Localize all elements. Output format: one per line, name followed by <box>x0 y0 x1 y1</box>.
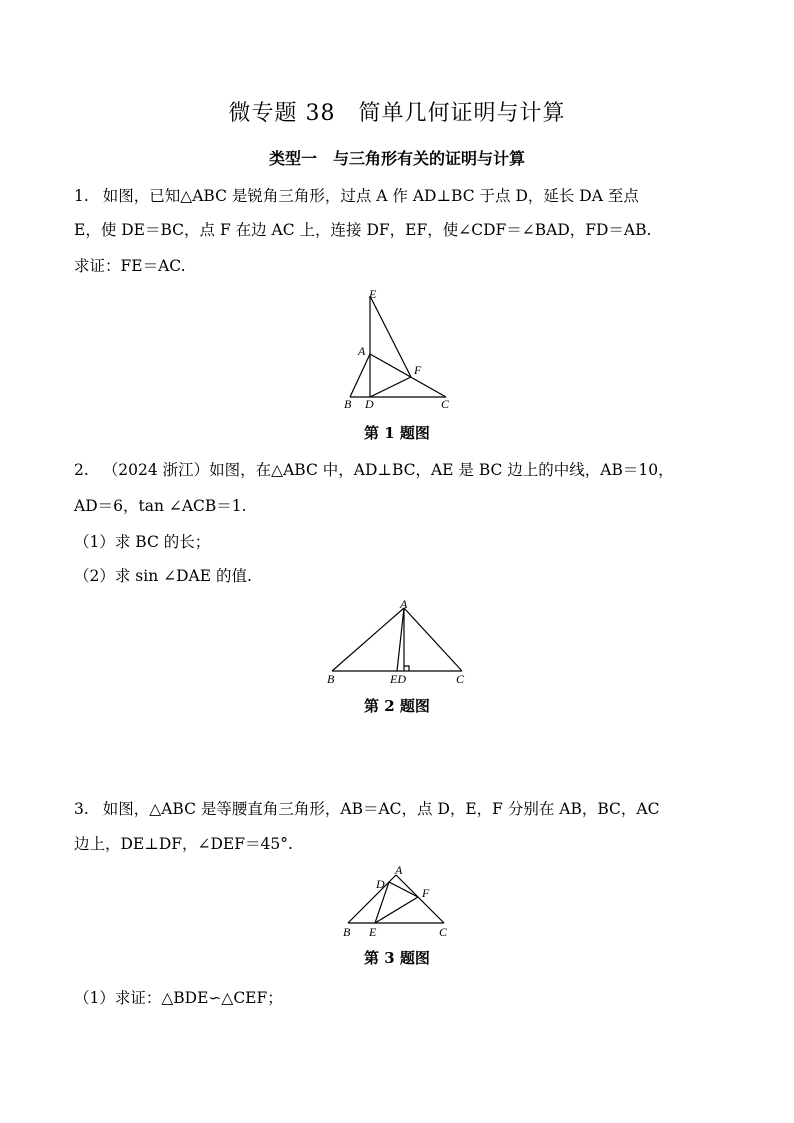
problem-2-text-1: （2024 浙江）如图，在△ABC 中，AD⊥BC，AE 是 BC 边上的中线，AB＝10， <box>102 461 674 479</box>
line-AC <box>370 354 446 397</box>
label-C: C <box>441 397 450 411</box>
label-ED: ED <box>390 672 406 686</box>
label-F: F <box>422 886 430 900</box>
line-EF <box>370 296 411 377</box>
label-E: E <box>369 287 377 301</box>
problem-3-number: 3. <box>74 800 89 818</box>
problem-3-sub-1: （1）求证：△BDE∽△CEF； <box>74 989 283 1007</box>
right-angle-mark <box>404 666 409 671</box>
line-AC <box>404 608 462 671</box>
label-A: A <box>358 344 366 358</box>
problem-2-line-2: AD＝6，tan ∠ACB＝1. <box>74 497 247 515</box>
label-F: F <box>414 363 422 377</box>
line-DF <box>389 882 418 897</box>
label-C: C <box>439 925 448 939</box>
problem-1-number: 1. <box>74 187 89 205</box>
problem-3-line-2: 边上，DE⊥DF，∠DEF＝45°. <box>74 835 293 853</box>
label-B: B <box>344 397 352 411</box>
line-AB <box>332 608 404 671</box>
problem-1-line-1 <box>74 184 639 206</box>
label-D: D <box>376 877 385 891</box>
problem-3-figure <box>338 862 458 942</box>
problem-2-sub-1: （1）求 BC 的长； <box>74 533 211 551</box>
label-D: D <box>365 397 374 411</box>
problem-2-line-1 <box>74 458 674 480</box>
line-DF <box>370 377 411 397</box>
label-A: A <box>400 598 408 611</box>
problem-2-number: 2. <box>74 461 89 479</box>
line-EF <box>375 897 418 923</box>
problem-1-line-3: 求证：FE＝AC. <box>74 257 186 275</box>
label-C: C <box>456 672 465 686</box>
problem-3-text-1: 如图，△ABC 是等腰直角三角形，AB＝AC，点 D，E，F 分别在 AB，BC，AC <box>102 800 660 818</box>
line-BA <box>350 354 370 397</box>
label-A: A <box>395 863 403 877</box>
label-E: E <box>369 925 377 939</box>
type-heading: 类型一 与三角形有关的证明与计算 <box>268 149 525 168</box>
problem-3-line-1 <box>74 797 659 819</box>
problem-2-sub-2: （2）求 sin ∠DAE 的值. <box>74 567 252 585</box>
line-AC <box>396 875 444 923</box>
problem-2-caption: 第 2 题图 <box>364 697 430 715</box>
page-title: 微专题 38 简单几何证明与计算 <box>228 101 566 126</box>
problem-1-line-2: E，使 DE＝BC，点 F 在边 AC 上，连接 DF，EF，使∠CDF＝∠BAD，FD＝AB. <box>74 221 652 239</box>
problem-2-figure <box>322 598 472 690</box>
problem-1-text-1: 如图，已知△ABC 是锐角三角形，过点 A 作 AD⊥BC 于点 D，延长 DA 至点 <box>102 187 639 205</box>
line-AE <box>397 608 404 671</box>
label-B: B <box>343 925 351 939</box>
problem-3-caption: 第 3 题图 <box>364 949 430 967</box>
label-B: B <box>327 672 335 686</box>
problem-1-caption: 第 1 题图 <box>364 424 430 442</box>
problem-1-figure <box>330 282 470 412</box>
